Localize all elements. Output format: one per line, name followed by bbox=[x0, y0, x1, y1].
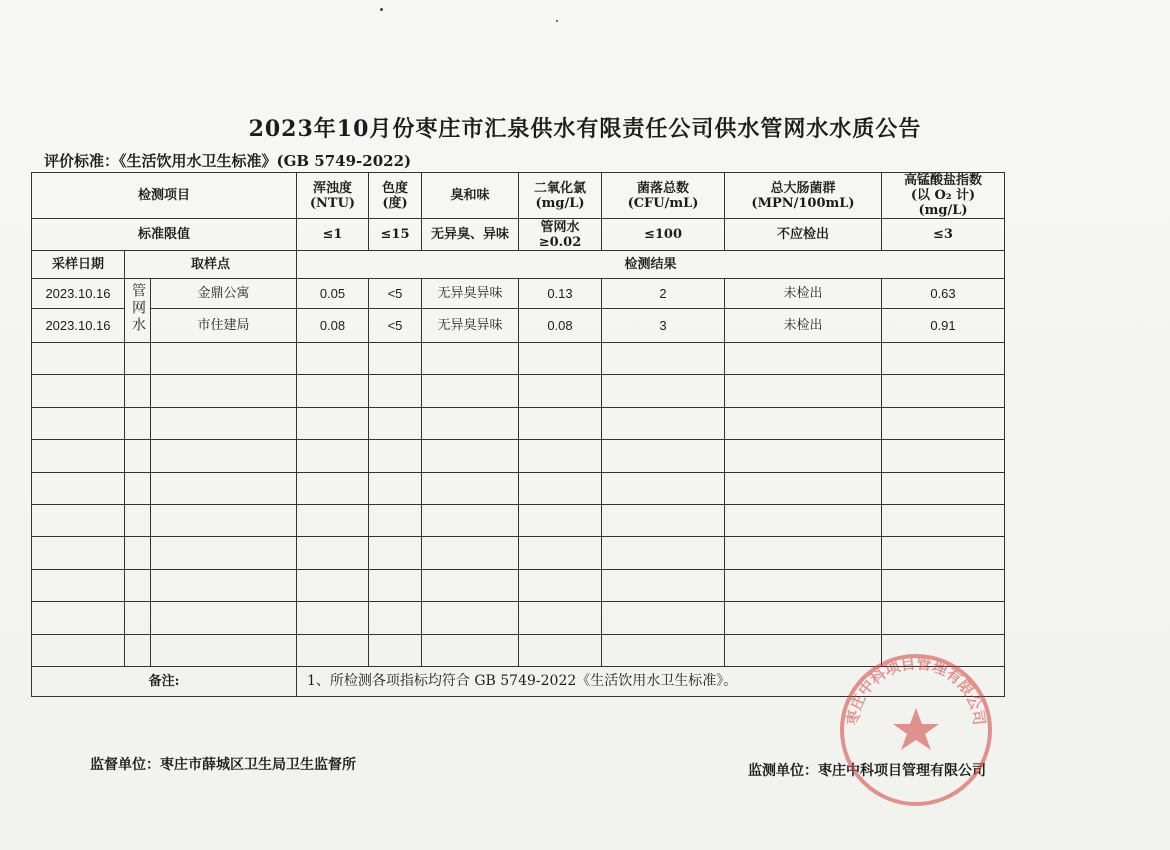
limit-coliform: 不应检出 bbox=[725, 219, 882, 251]
empty-cell bbox=[369, 537, 422, 569]
empty-cell bbox=[125, 569, 151, 601]
value-coliform: 未检出 bbox=[725, 309, 882, 343]
empty-cell bbox=[297, 569, 369, 601]
empty-cell bbox=[125, 472, 151, 504]
empty-cell bbox=[297, 537, 369, 569]
empty-row bbox=[32, 375, 1005, 407]
empty-cell bbox=[151, 504, 297, 536]
value-chlorine: 0.13 bbox=[519, 279, 602, 309]
empty-row bbox=[32, 407, 1005, 439]
limit-odor: 无异臭、异味 bbox=[422, 219, 519, 251]
notes-label: 备注: bbox=[32, 666, 297, 696]
supervisor-unit: 监督单位：枣庄市薛城区卫生局卫生监督所 bbox=[90, 757, 356, 773]
empty-cell bbox=[32, 407, 125, 439]
empty-cell bbox=[297, 375, 369, 407]
empty-cell bbox=[882, 407, 1005, 439]
empty-cell bbox=[519, 504, 602, 536]
empty-cell bbox=[725, 440, 882, 472]
empty-cell bbox=[32, 537, 125, 569]
header-item: 检测项目 bbox=[32, 173, 297, 219]
empty-cell bbox=[125, 407, 151, 439]
empty-cell bbox=[369, 634, 422, 666]
empty-cell bbox=[422, 569, 519, 601]
empty-cell bbox=[519, 375, 602, 407]
empty-cell bbox=[602, 343, 725, 375]
seal-text: 枣庄中科项目管理有限公司 bbox=[843, 654, 989, 727]
empty-cell bbox=[882, 602, 1005, 634]
empty-cell bbox=[151, 569, 297, 601]
empty-cell bbox=[297, 602, 369, 634]
empty-cell bbox=[602, 375, 725, 407]
empty-cell bbox=[519, 537, 602, 569]
empty-cell bbox=[369, 472, 422, 504]
empty-row bbox=[32, 537, 1005, 569]
empty-cell bbox=[602, 407, 725, 439]
empty-cell bbox=[882, 504, 1005, 536]
empty-cell bbox=[602, 504, 725, 536]
empty-cell bbox=[369, 602, 422, 634]
value-permanganate: 0.91 bbox=[882, 309, 1005, 343]
empty-cell bbox=[125, 440, 151, 472]
empty-cell bbox=[151, 343, 297, 375]
empty-cell bbox=[297, 440, 369, 472]
sample-point: 金鼎公寓 bbox=[151, 279, 297, 309]
empty-row bbox=[32, 504, 1005, 536]
sample-date: 2023.10.16 bbox=[32, 309, 125, 343]
empty-cell bbox=[125, 602, 151, 634]
limit-permanganate: ≤3 bbox=[882, 219, 1005, 251]
empty-cell bbox=[422, 472, 519, 504]
empty-cell bbox=[297, 634, 369, 666]
empty-cell bbox=[422, 375, 519, 407]
value-coliform: 未检出 bbox=[725, 279, 882, 309]
value-turbidity: 0.08 bbox=[297, 309, 369, 343]
limit-bacteria: ≤100 bbox=[602, 219, 725, 251]
limit-color: ≤15 bbox=[369, 219, 422, 251]
empty-cell bbox=[422, 537, 519, 569]
empty-row bbox=[32, 440, 1005, 472]
empty-cell bbox=[882, 343, 1005, 375]
sub-header-row bbox=[32, 251, 1005, 279]
empty-cell bbox=[369, 569, 422, 601]
water-type-label: 管网水 bbox=[125, 279, 151, 343]
empty-cell bbox=[151, 472, 297, 504]
value-chlorine: 0.08 bbox=[519, 309, 602, 343]
header-row bbox=[32, 173, 1005, 219]
sub-header-point: 取样点 bbox=[125, 251, 297, 279]
empty-cell bbox=[602, 634, 725, 666]
empty-cell bbox=[151, 440, 297, 472]
empty-cell bbox=[32, 440, 125, 472]
limits-label: 标准限值 bbox=[32, 219, 297, 251]
water-quality-table bbox=[31, 172, 1005, 697]
empty-cell bbox=[422, 440, 519, 472]
limits-row bbox=[32, 219, 1005, 251]
header-chlorine: 二氧化氯 (mg/L) bbox=[519, 173, 602, 219]
limit-turbidity: ≤1 bbox=[297, 219, 369, 251]
empty-cell bbox=[151, 407, 297, 439]
sub-header-date: 采样日期 bbox=[32, 251, 125, 279]
header-odor: 臭和味 bbox=[422, 173, 519, 219]
empty-cell bbox=[422, 602, 519, 634]
empty-rows bbox=[32, 343, 1005, 667]
empty-cell bbox=[32, 375, 125, 407]
empty-cell bbox=[32, 343, 125, 375]
empty-cell bbox=[32, 504, 125, 536]
empty-cell bbox=[602, 440, 725, 472]
document-title: 2023年10月份枣庄市汇泉供水有限责任公司供水管网水水质公告 bbox=[248, 116, 922, 142]
empty-cell bbox=[297, 504, 369, 536]
table-row bbox=[32, 279, 1005, 309]
empty-cell bbox=[297, 407, 369, 439]
empty-cell bbox=[725, 537, 882, 569]
table-row bbox=[32, 309, 1005, 343]
empty-cell bbox=[519, 440, 602, 472]
empty-cell bbox=[151, 537, 297, 569]
value-color: <5 bbox=[369, 279, 422, 309]
empty-cell bbox=[882, 472, 1005, 504]
empty-row bbox=[32, 569, 1005, 601]
empty-cell bbox=[519, 569, 602, 601]
empty-cell bbox=[602, 569, 725, 601]
empty-cell bbox=[369, 440, 422, 472]
empty-cell bbox=[519, 602, 602, 634]
empty-cell bbox=[422, 504, 519, 536]
empty-cell bbox=[725, 407, 882, 439]
empty-cell bbox=[125, 537, 151, 569]
header-color: 色度 (度) bbox=[369, 173, 422, 219]
empty-row bbox=[32, 343, 1005, 375]
value-odor: 无异臭异味 bbox=[422, 309, 519, 343]
empty-cell bbox=[725, 569, 882, 601]
empty-cell bbox=[602, 602, 725, 634]
empty-cell bbox=[369, 504, 422, 536]
empty-cell bbox=[151, 602, 297, 634]
empty-cell bbox=[602, 537, 725, 569]
value-permanganate: 0.63 bbox=[882, 279, 1005, 309]
empty-cell bbox=[369, 343, 422, 375]
empty-cell bbox=[369, 407, 422, 439]
sample-point: 市住建局 bbox=[151, 309, 297, 343]
empty-cell bbox=[151, 375, 297, 407]
scan-speck bbox=[556, 20, 558, 22]
empty-cell bbox=[725, 343, 882, 375]
value-odor: 无异臭异味 bbox=[422, 279, 519, 309]
empty-cell bbox=[369, 375, 422, 407]
header-turbidity: 浑浊度 (NTU) bbox=[297, 173, 369, 219]
sample-date: 2023.10.16 bbox=[32, 279, 125, 309]
evaluation-standard: 评价标准：《生活饮用水卫生标准》(GB 5749-2022) bbox=[44, 152, 412, 170]
scan-speck bbox=[380, 8, 383, 11]
empty-cell bbox=[882, 569, 1005, 601]
empty-cell bbox=[32, 569, 125, 601]
empty-cell bbox=[32, 472, 125, 504]
empty-cell bbox=[519, 407, 602, 439]
header-coliform: 总大肠菌群 (MPN/100mL) bbox=[725, 173, 882, 219]
empty-cell bbox=[125, 343, 151, 375]
empty-cell bbox=[725, 375, 882, 407]
header-bacteria: 菌落总数 (CFU/mL) bbox=[602, 173, 725, 219]
empty-cell bbox=[882, 537, 1005, 569]
value-bacteria: 3 bbox=[602, 309, 725, 343]
empty-cell bbox=[519, 343, 602, 375]
empty-cell bbox=[32, 602, 125, 634]
value-bacteria: 2 bbox=[602, 279, 725, 309]
empty-cell bbox=[519, 634, 602, 666]
empty-cell bbox=[297, 472, 369, 504]
star-seal-icon bbox=[836, 650, 996, 810]
empty-cell bbox=[125, 375, 151, 407]
sub-header-results: 检测结果 bbox=[297, 251, 1005, 279]
empty-row bbox=[32, 602, 1005, 634]
empty-cell bbox=[882, 375, 1005, 407]
notes-text: 1、所检测各项指标均符合 GB 5749-2022《生活饮用水卫生标准》。 bbox=[297, 666, 1005, 696]
empty-cell bbox=[725, 602, 882, 634]
empty-cell bbox=[125, 504, 151, 536]
empty-cell bbox=[725, 504, 882, 536]
empty-cell bbox=[725, 472, 882, 504]
value-color: <5 bbox=[369, 309, 422, 343]
empty-cell bbox=[151, 634, 297, 666]
empty-cell bbox=[125, 634, 151, 666]
empty-cell bbox=[602, 472, 725, 504]
empty-row bbox=[32, 472, 1005, 504]
empty-cell bbox=[882, 440, 1005, 472]
empty-cell bbox=[422, 634, 519, 666]
empty-cell bbox=[519, 472, 602, 504]
inspector-unit: 监测单位：枣庄中科项目管理有限公司 bbox=[748, 763, 986, 779]
limit-chlorine: 管网水 ≥0.02 bbox=[519, 219, 602, 251]
header-permanganate: 高锰酸盐指数 (以 O₂ 计) (mg/L) bbox=[882, 173, 1005, 219]
empty-cell bbox=[422, 407, 519, 439]
empty-cell bbox=[32, 634, 125, 666]
value-turbidity: 0.05 bbox=[297, 279, 369, 309]
empty-cell bbox=[297, 343, 369, 375]
empty-cell bbox=[422, 343, 519, 375]
